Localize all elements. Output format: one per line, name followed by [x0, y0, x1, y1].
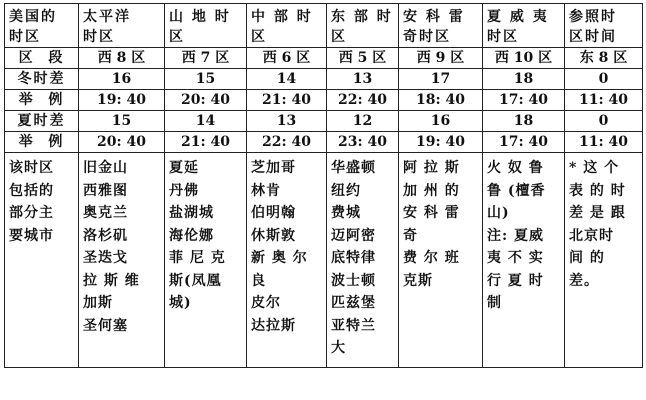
cell: 22: 40 [327, 90, 399, 111]
cities-cell: 华盛顿 纽约 费城 迈阿密 底特律 波士顿 匹兹堡 亚特兰 大 [327, 153, 399, 368]
cities-cell: * 这 个 表 的 时 差 是 跟 北京时 间 的 差。 [565, 153, 643, 368]
cell: 16 [399, 111, 483, 132]
cell: 15 [79, 111, 165, 132]
row-label: 该时区 包括的 部分主 要城市 [5, 153, 79, 368]
cell: 17 [399, 69, 483, 90]
cities-row [5, 153, 643, 368]
cities-cell: 旧金山 西雅图 奥克兰 洛杉矶 圣迭戈 拉 斯 维 加斯 圣何塞 [79, 153, 165, 368]
row-label: 冬时差 [5, 69, 79, 90]
winter-example-row [5, 90, 643, 111]
cell: 西 7 区 [165, 48, 247, 69]
cities-cell: 夏延 丹佛 盐湖城 海伦娜 菲 尼 克 斯(凤凰 城) [165, 153, 247, 368]
us-time-zone-table [4, 3, 643, 368]
zone-name: 夏 威 夷 时区 [483, 4, 565, 48]
cell: 0 [565, 111, 643, 132]
cell: 14 [247, 69, 327, 90]
cities-cell: 火 奴 鲁 鲁 (檀香 山) 注: 夏威 夷 不 实 行 夏 时 制 [483, 153, 565, 368]
zone-name: 中 部 时 区 [247, 4, 327, 48]
row-label: 区 段 [5, 48, 79, 69]
summer-diff-row [5, 111, 643, 132]
cell: 15 [165, 69, 247, 90]
cell: 东 8 区 [565, 48, 643, 69]
header-row [5, 4, 643, 48]
cell: 13 [247, 111, 327, 132]
cell: 18: 40 [399, 90, 483, 111]
cell: 16 [79, 69, 165, 90]
row-label: 举 例 [5, 90, 79, 111]
winter-diff-row [5, 69, 643, 90]
cell: 12 [327, 111, 399, 132]
cell: 11: 40 [565, 90, 643, 111]
cell: 19: 40 [79, 90, 165, 111]
cell: 西 6 区 [247, 48, 327, 69]
cell: 18 [483, 111, 565, 132]
cell: 21: 40 [247, 90, 327, 111]
cell: 西 5 区 [327, 48, 399, 69]
zone-name: 山 地 时 区 [165, 4, 247, 48]
cell: 22: 40 [247, 132, 327, 153]
cell: 18 [483, 69, 565, 90]
cell: 23: 40 [327, 132, 399, 153]
cell: 西 10 区 [483, 48, 565, 69]
cell: 13 [327, 69, 399, 90]
cell: 17: 40 [483, 132, 565, 153]
cell: 17: 40 [483, 90, 565, 111]
zone-name: 安 科 雷 奇时区 [399, 4, 483, 48]
cell: 11: 40 [565, 132, 643, 153]
zone-name: 太平洋 时区 [79, 4, 165, 48]
cell: 14 [165, 111, 247, 132]
cities-cell: 芝加哥 林肯 伯明翰 休斯敦 新 奥 尔 良 皮尔 达拉斯 [247, 153, 327, 368]
zone-name: 东 部 时 区 [327, 4, 399, 48]
row-label: 夏时差 [5, 111, 79, 132]
segment-row [5, 48, 643, 69]
cell: 20: 40 [165, 90, 247, 111]
cell: 19: 40 [399, 132, 483, 153]
summer-example-row [5, 132, 643, 153]
cell: 西 8 区 [79, 48, 165, 69]
cell: 21: 40 [165, 132, 247, 153]
cell: 西 9 区 [399, 48, 483, 69]
cell: 20: 40 [79, 132, 165, 153]
zone-name: 参照时 区时间 [565, 4, 643, 48]
row-header-title: 美国的 时区 [5, 4, 79, 48]
cell: 0 [565, 69, 643, 90]
cities-cell: 阿 拉 斯 加 州 的 安 科 雷 奇 费 尔 班 克斯 [399, 153, 483, 368]
row-label: 举 例 [5, 132, 79, 153]
